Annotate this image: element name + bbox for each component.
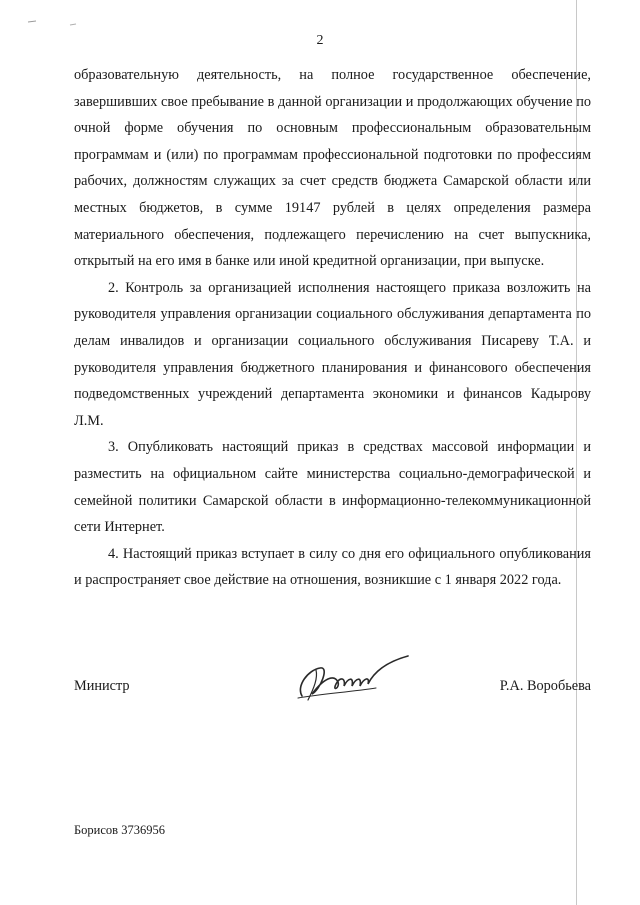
signatory-name: Р.А. Воробьева — [499, 678, 591, 694]
handwritten-signature — [290, 648, 430, 708]
paragraph-continuation: образовательную деятельность, на полное государственное обеспечение, завершивших свое пребывание в данной организации и продолжающих обучение по очной форме обучения по основным профессиональным образовательным программам и (или) по программам профессиональной подготовки по профессиям рабочих, должностям служащих за счет средств бюджета Самарской области или местных бюджетов, в сумме 19147 рублей в целях определения размера материального обеспечения, подлежащего перечислению на счет выпускника, открытый на его имя в банке или иной кредитной организации, при выпуске. — [74, 67, 591, 270]
signatory-title: Министр — [74, 678, 130, 694]
scan-speck-mark — [26, 16, 86, 28]
author-line: Борисов 3736956 — [74, 823, 165, 837]
paragraph-control: 2. Контроль за организацией исполнения настоящего приказа возложить на руководителя управления организации социального обслуживания департамента по делам инвалидов и организации социального обслуживания Писареву Т.А. и руководителя управления бюджетного планирования и финансового обеспечения подведомственных учреждений департамента экономики и финансов Кадырову Л.М. — [74, 279, 591, 429]
page-number: 2 — [316, 33, 324, 48]
paragraph-effective-date: 4. Настоящий приказ вступает в силу со дня его официального опубликования и распространяет свое действие на отношения, возникшие с 1 января 2022 года. — [74, 545, 591, 589]
paragraph-publish: 3. Опубликовать настоящий приказ в средствах массовой информации и разместить на официальном сайте министерства социально-демографической и семейной политики Самарской области в информационно-телекоммуникационной сети Интернет. — [74, 439, 591, 536]
document-body — [74, 62, 591, 594]
